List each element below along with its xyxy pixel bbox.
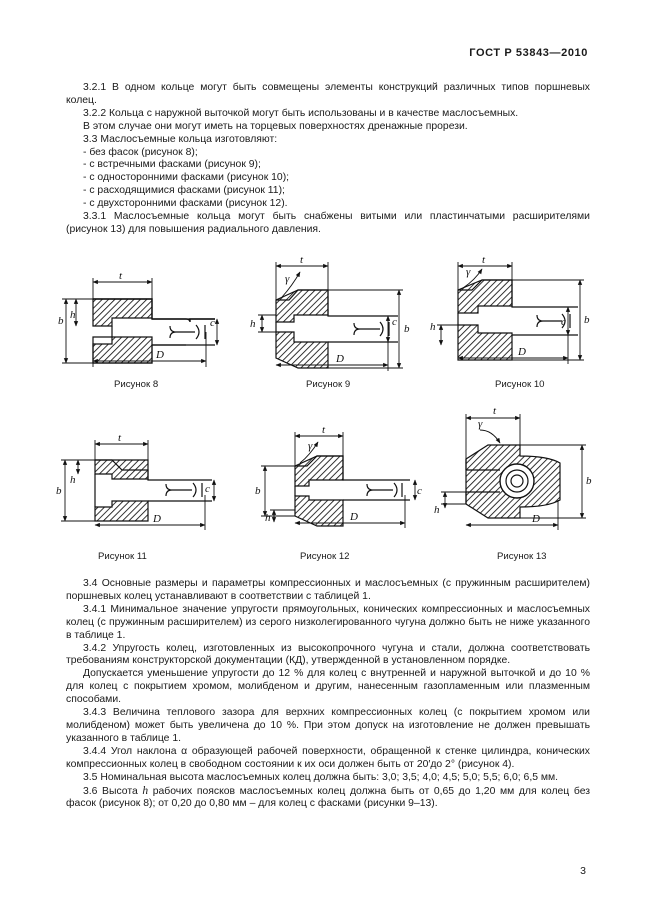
variable-h: h: [142, 784, 149, 797]
dim-label-b: b: [58, 315, 64, 327]
figure-caption: Рисунок 9: [306, 379, 351, 390]
list-item: - без фасок (рисунок 8);: [83, 146, 198, 158]
dim-label-d: D: [532, 513, 540, 525]
dim-label-gamma: γ: [466, 266, 471, 278]
dim-label-d: D: [518, 346, 526, 358]
paragraph: 3.4.2 Упругость колец, изготовленных из высокопрочного чугуна и стали, должна соответствовать требованиям конструкторской документации (КД), утвержденной в установленном порядке.: [66, 642, 590, 667]
paragraph: 3.4.3 Величина теплового зазора для верхних компрессионных колец (с покрытием хромом или молибденом) может быть увеличена до 10 %. При этом допуск на изготовление не должен превышать указанного в таблице 1.: [66, 707, 590, 744]
dim-label-c: c: [561, 316, 566, 328]
paragraph: Допускается уменьшение упругости до 12 % для колец с внутренней и наружной выточкой и до 10 % для колец с покрытием хромом, молибденом и другим, нанесенным газопламенным или плазменным способами.: [66, 668, 590, 706]
dim-label-d: D: [156, 349, 164, 361]
dim-label-t: t: [118, 432, 122, 444]
paragraph: В этом случае они могут иметь на торцевых поверхностях дренажные прорези.: [83, 120, 468, 132]
figure-11-profile: [56, 432, 214, 530]
dim-label-c: c: [205, 483, 210, 495]
dim-label-b: b: [584, 314, 590, 326]
dim-label-b: b: [56, 485, 62, 497]
dim-label-b: b: [586, 475, 592, 487]
paragraph-part: рабочих поясков маслосъемных колец должна быть от 0,65 до 1,20 мм для колец без фасок (рисунок 8); от 0,20 до 0,80 мм – для колец с фасками (рисунки 9–13).: [66, 785, 591, 810]
dim-label-c: c: [417, 485, 422, 497]
paragraph: 3.4 Основные размеры и параметры компрессионных и маслосъемных (с пружинным расширителем) поршневых колец устанавливают в соответствии с таблицей 1.: [66, 578, 590, 602]
dim-label-gamma: γ: [285, 273, 290, 285]
dim-label-t: t: [119, 270, 123, 282]
list-item: - с двухсторонними фасками (рисунок 12).: [83, 198, 288, 210]
dim-label-t: t: [300, 254, 304, 266]
dim-label-h: h: [70, 309, 76, 321]
dim-label-h: h: [265, 512, 271, 524]
paragraph: 3.2.2 Кольца с наружной выточкой могут быть использованы и в качестве маслосъемных.: [83, 107, 519, 119]
paragraph: [66, 785, 590, 812]
dim-label-d: D: [153, 513, 161, 525]
figure-caption: Рисунок 12: [300, 551, 350, 562]
figure-caption: Рисунок 11: [98, 551, 147, 562]
figure-8-profile: [58, 270, 217, 367]
page-number: 3: [580, 865, 586, 877]
figure-9-profile: [250, 254, 410, 371]
paragraph: 3.4.1 Минимальное значение упругости прямоугольных, конических компрессионных и маслосъемных колец (с пружинным расширителем) из серого низколегированного чугуна должно быть не ниже указанного в таблице 1.: [66, 603, 590, 641]
dim-label-t: t: [493, 405, 497, 417]
paragraph: 3.2.1 В одном кольце могут быть совмещены элементы конструкций различных типов поршневых колец.: [66, 82, 590, 106]
dim-label-h: h: [250, 318, 256, 330]
dim-label-d: D: [336, 353, 344, 365]
paragraph-part: 3.6 Высота: [83, 785, 138, 797]
figure-caption: Рисунок 10: [495, 379, 545, 390]
dim-label-c: c: [392, 316, 397, 328]
list-item: - с встречными фасками (рисунок 9);: [83, 159, 261, 171]
dim-label-c: c: [210, 317, 215, 329]
dim-label-gamma: γ: [478, 418, 483, 430]
dim-label-h: h: [70, 474, 76, 486]
dim-label-gamma: γ: [308, 440, 313, 452]
paragraph: 3.3.1 Маслосъемные кольца могут быть снабжены витыми или пластинчатыми расширителями (рисунок 13) для повышения радиального давления.: [66, 211, 590, 235]
dim-label-b: b: [255, 485, 261, 497]
dim-label-h: h: [430, 321, 436, 333]
list-item: - с расходящимися фасками (рисунок 11);: [83, 185, 285, 197]
dim-label-d: D: [350, 511, 358, 523]
dim-label-b: b: [404, 323, 410, 335]
figure-12-profile: [255, 424, 422, 528]
figure-13-profile: [434, 405, 592, 530]
paragraph: 3.4.4 Угол наклона α образующей рабочей поверхности, обращенной к стенке цилиндра, конических компрессионных колец в свободном состоянии к их оси должен быть от 20′до 2° (рисунок 4).: [66, 745, 590, 770]
dim-label-t: t: [322, 424, 326, 436]
figure-caption: Рисунок 8: [114, 379, 159, 390]
section-text-bottom: [66, 578, 590, 811]
standard-header: ГОСТ Р 53843—2010: [469, 47, 588, 59]
paragraph: 3.3 Маслосъемные кольца изготовляют:: [83, 133, 278, 145]
figure-caption: Рисунок 13: [497, 551, 547, 562]
figure-10-profile: [430, 254, 590, 364]
dim-label-t: t: [482, 254, 486, 266]
dim-label-h: h: [434, 504, 440, 516]
list-item: - с односторонними фасками (рисунок 10);: [83, 172, 290, 184]
paragraph: 3.5 Номинальная высота маслосъемных колец должна быть: 3,0; 3,5; 4,0; 4,5; 5,0; 5,5; 6,0; 6,5 мм.: [83, 771, 559, 783]
